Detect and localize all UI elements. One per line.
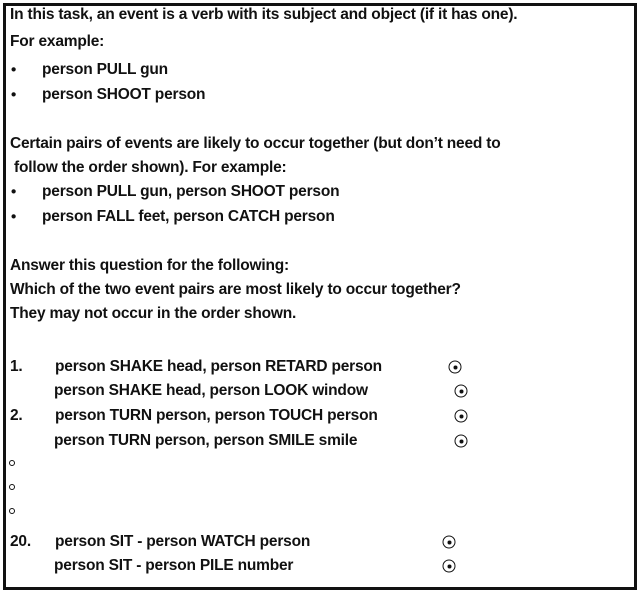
item-option: person SHAKE head, person LOOK window xyxy=(54,382,368,399)
question-instruction: Answer this question for the following: xyxy=(10,257,289,274)
example-pair: person PULL gun, person SHOOT person xyxy=(42,183,340,200)
pairs-intro-text: Certain pairs of events are likely to occur together (but don’t need to xyxy=(10,135,501,152)
item-option: person SIT - person WATCH person xyxy=(55,533,311,550)
bullet-icon: • xyxy=(11,183,17,201)
item-number: 2. xyxy=(10,407,23,424)
radio-button[interactable] xyxy=(455,385,468,398)
item-number: 20. xyxy=(10,533,31,550)
ellipsis-dot-icon xyxy=(9,460,15,466)
radio-button[interactable] xyxy=(449,361,462,374)
ellipsis-dot-icon xyxy=(9,508,15,514)
example-pair: person FALL feet, person CATCH person xyxy=(42,208,335,225)
item-option: person SHAKE head, person RETARD person xyxy=(55,358,382,375)
item-number: 1. xyxy=(10,358,23,375)
question-text: Which of the two event pairs are most likely to occur together? xyxy=(10,281,461,298)
item-option: person TURN person, person TOUCH person xyxy=(55,407,378,424)
bullet-icon: • xyxy=(11,208,17,226)
example-event: person PULL gun xyxy=(42,61,168,78)
question-note: They may not occur in the order shown. xyxy=(10,305,297,322)
radio-button[interactable] xyxy=(443,536,456,549)
radio-button[interactable] xyxy=(443,560,456,573)
bullet-icon: • xyxy=(11,61,17,79)
example-event: person SHOOT person xyxy=(42,86,206,103)
radio-button[interactable] xyxy=(455,410,468,423)
item-option: person SIT - person PILE number xyxy=(54,557,294,574)
intro-example-label: For example: xyxy=(10,33,105,50)
item-option: person TURN person, person SMILE smile xyxy=(54,432,358,449)
pairs-intro-text: follow the order shown). For example: xyxy=(14,159,287,176)
intro-text: In this task, an event is a verb with its subject and object (if it has one). xyxy=(10,6,518,23)
bullet-icon: • xyxy=(11,86,17,104)
radio-button[interactable] xyxy=(455,435,468,448)
ellipsis-dot-icon xyxy=(9,484,15,490)
